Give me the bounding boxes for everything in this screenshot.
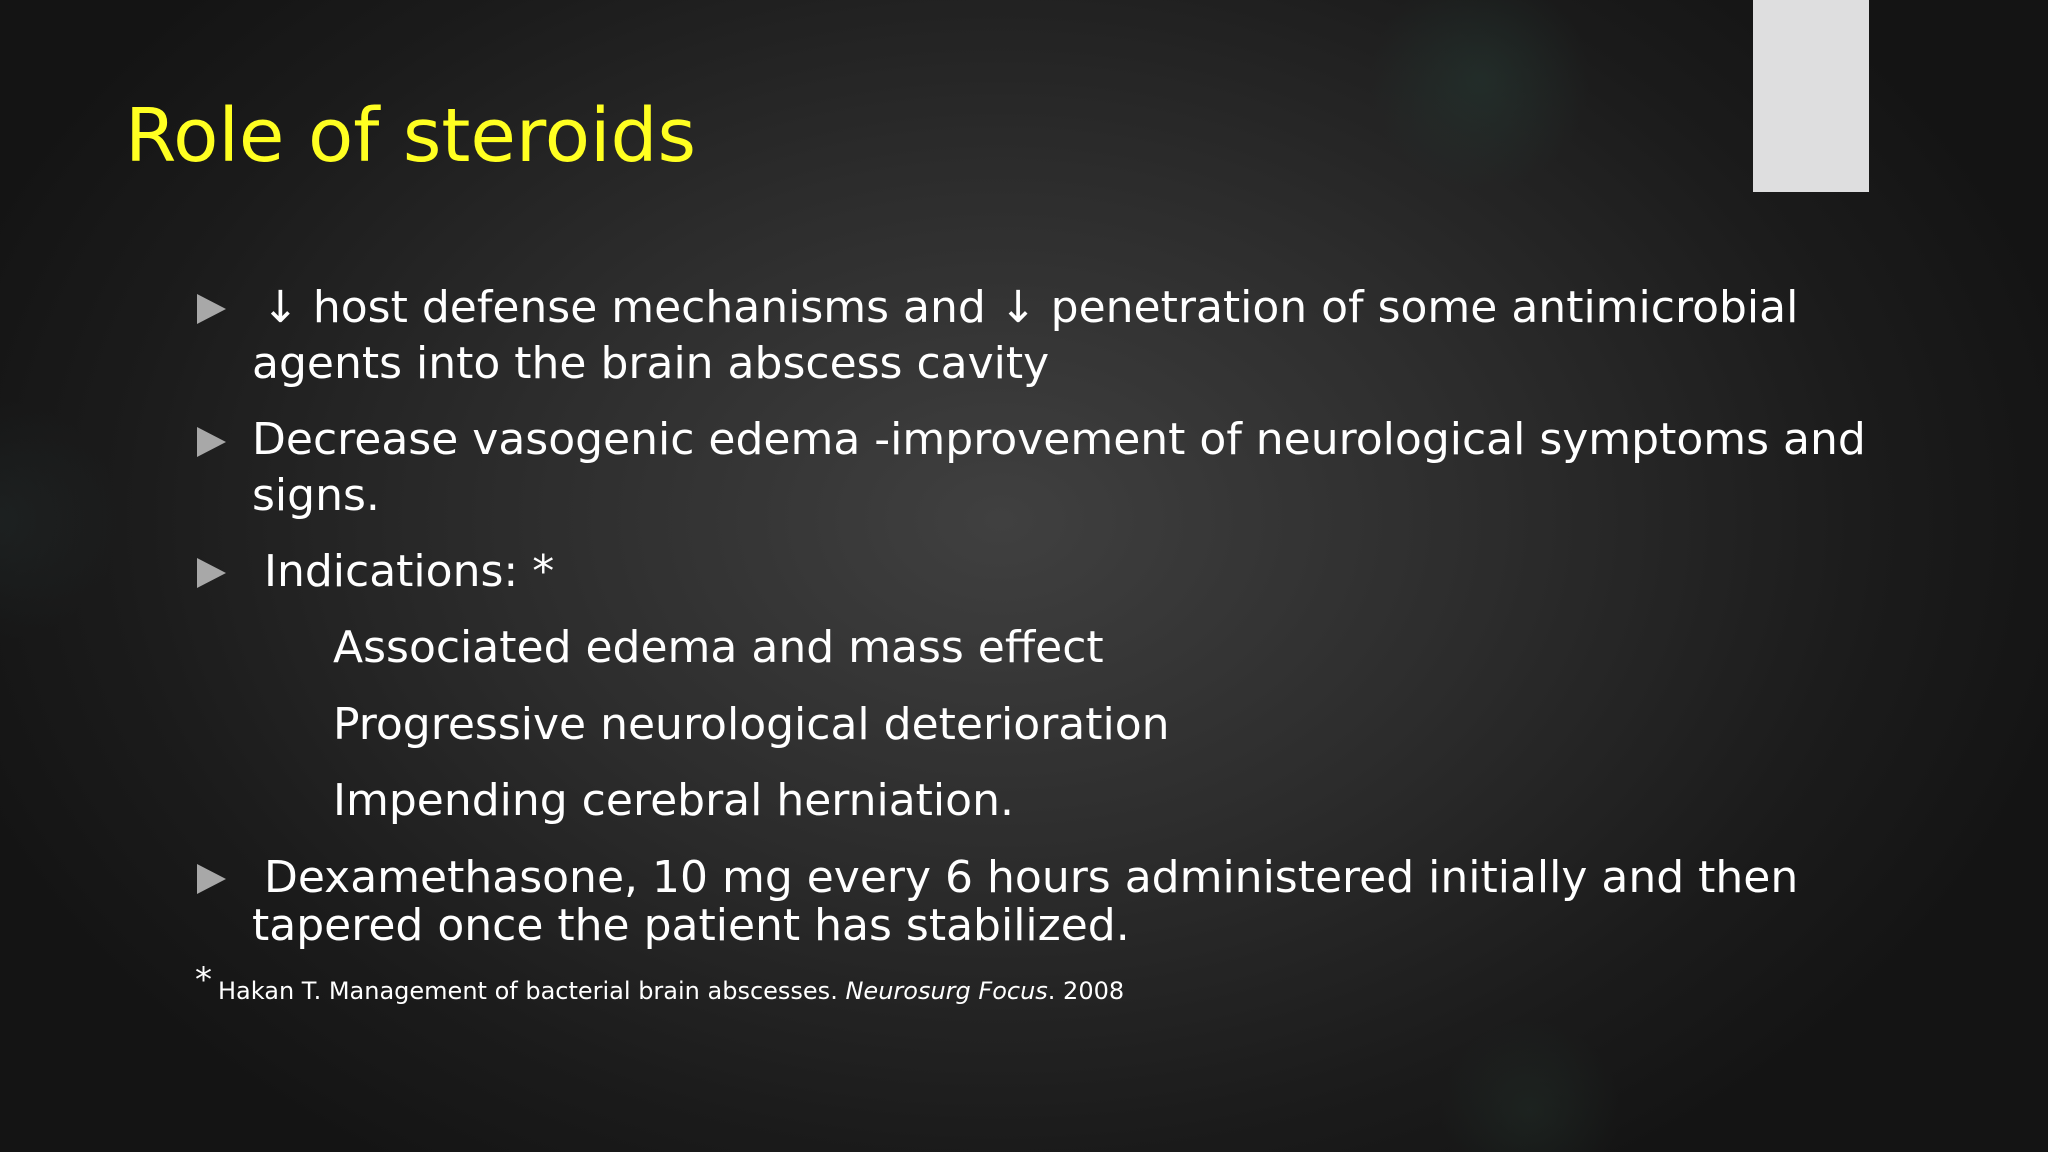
decorative-tab <box>1753 0 1869 192</box>
bullet-line: tapered once the patient has stabilized. <box>252 900 1130 951</box>
footnote-year: . 2008 <box>1047 977 1125 1005</box>
bullet-line: Indications: * <box>264 546 555 597</box>
triangle-bullet-icon <box>197 558 226 588</box>
footnote-journal: Neurosurg Focus <box>845 977 1048 1005</box>
triangle-bullet-icon <box>197 864 226 894</box>
indication-item: Impending cerebral herniation. <box>333 775 1014 826</box>
bullet-line: Decrease vasogenic edema -improvement of neurological symptoms and <box>252 414 1866 465</box>
footnote-marker: * <box>195 960 212 1000</box>
bullet-line: agents into the brain abscess cavity <box>252 338 1050 389</box>
footnote-text: Hakan T. Management of bacterial brain abscesses. <box>218 977 838 1005</box>
indication-item: Progressive neurological deterioration <box>333 699 1170 750</box>
bullet-line: Dexamethasone, 10 mg every 6 hours administered initially and then <box>264 852 1799 903</box>
slide-title: Role of steroids <box>125 93 697 179</box>
footnote <box>195 960 1125 1008</box>
triangle-bullet-icon <box>197 294 226 324</box>
bullet-line: signs. <box>252 470 380 521</box>
indication-item: Associated edema and mass effect <box>333 622 1104 673</box>
bullet-line: ↓ host defense mechanisms and ↓ penetration of some antimicrobial <box>262 282 1799 333</box>
triangle-bullet-icon <box>197 427 226 457</box>
